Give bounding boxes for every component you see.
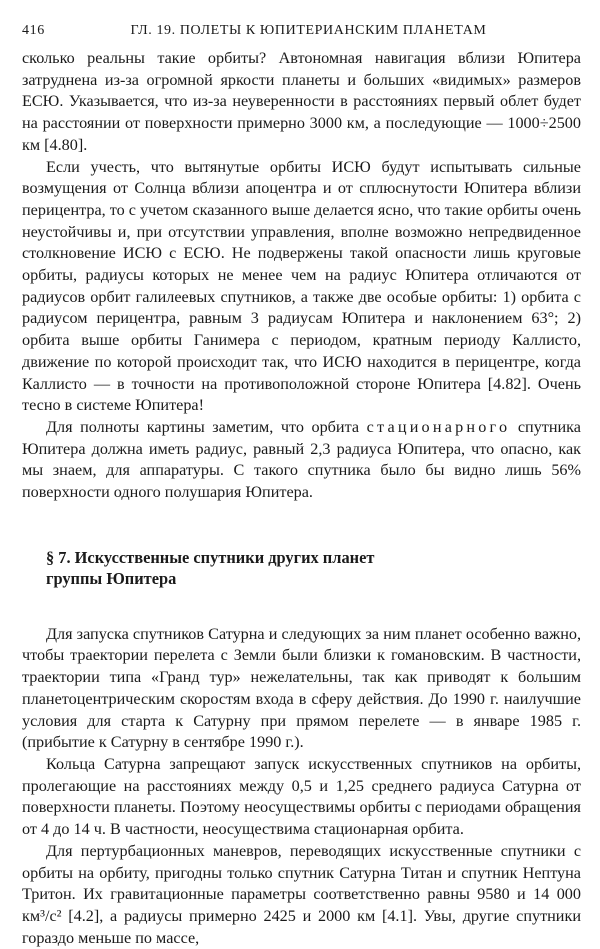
paragraph-orbit-stability: Если учесть, что вытянутые орбиты ИСЮ будут испытывать сильные возмущения от Солнца вблизи апоцентра и от сплюснутости Юпитера вблизи перицентра, то с учетом сказанного выше делается ясно, что такие орбиты очень неустойчивы и, при отсутствии управления, вполне возможно непредвиденное столкновение ИСЮ с ЕСЮ. Не подвержены такой опасности лишь круговые орбиты, радиусы которых не менее чем на радиус Юпитера отличаются от радиусов орбит галилеевых спутников, а также две особые орбиты: 1) орбита с радиусом перицентра, равным 3 радиусам Юпитера и наклонением 63°; 2) орбита выше орбиты Ганимера с периодом, кратным периоду Каллисто, движение по которой происходит так, что ИСЮ находится в перицентре, когда Каллисто — в точности на противоположной стороне Юпитера [4.82]. Очень тесно в системе Юпитера! bbox=[22, 157, 581, 415]
section-heading-line1: § 7. Искусственные спутники других планет bbox=[46, 547, 375, 567]
running-head bbox=[22, 20, 581, 48]
paragraph-perturbation-maneuvers: Для пертурбационных маневров, переводящих искусственные спутники с орбиты на орбиту, пригодны только спутник Сатурна Титан и спутник Нептуна Тритон. Их гравитационные параметры соответственно равны 9580 и 14 000 км³/с² [4.2], а радиусы примерно 2425 и 2000 км [4.1]. Увы, другие спутники гораздо меньше по массе, bbox=[22, 841, 581, 947]
paragraph-continuation: сколько реальны такие орбиты? Автономная навигация вблизи Юпитера затруднена из-за огромной яркости планеты и больших «видимых» размеров ЕСЮ. Указывается, что из-за неуверенности в расстояниях первый облет будет на расстоянии от поверхности примерно 3000 км, а последующие — 1000÷2500 км [4.80]. bbox=[22, 49, 581, 154]
p3-spaced-word: стационарного bbox=[366, 417, 511, 436]
chapter-title: ГЛ. 19. ПОЛЕТЫ К ЮПИТЕРИАНСКИМ ПЛАНЕТАМ bbox=[130, 23, 487, 38]
p3-text-before: Для полноты картины заметим, что орбита bbox=[46, 417, 367, 436]
paragraph-stationary-orbit bbox=[22, 417, 581, 504]
section-heading-line2: группы Юпитера bbox=[46, 568, 177, 588]
p3-text-after: спутника Юпитера должна иметь радиус, равный 2,3 радиуса Юпитера, что опасно, как мы знаем, для аппаратуры. С такого спутника было бы видно лишь 56% поверхности одного полушария Юпитера. bbox=[22, 417, 581, 502]
section-heading bbox=[46, 547, 581, 589]
page-number: 416 bbox=[22, 23, 45, 38]
paragraph-saturn-launch: Для запуска спутников Сатурна и следующих за ним планет особенно важно, чтобы траектории перелета с Земли были близки к гомановским. В частности, траектории типа «Гранд тур» нежелательны, так как приводят к большим планетоцентрическим скоростям входа в сферу действия. До 1990 г. наилучшие условия для старта к Сатурну при прямом перелете — в январе 1985 г. (прибытие к Сатурну в сентябре 1990 г.). bbox=[22, 624, 581, 752]
paragraph-saturn-rings: Кольца Сатурна запрещают запуск искусственных спутников на орбиты, пролегающие на расстояниях между 0,5 и 1,25 среднего радиуса Сатурна от поверхности планеты. Поэтому неосуществимы орбиты с периодами обращения от 4 до 14 ч. В частности, неосуществима стационарная орбита. bbox=[22, 754, 581, 839]
